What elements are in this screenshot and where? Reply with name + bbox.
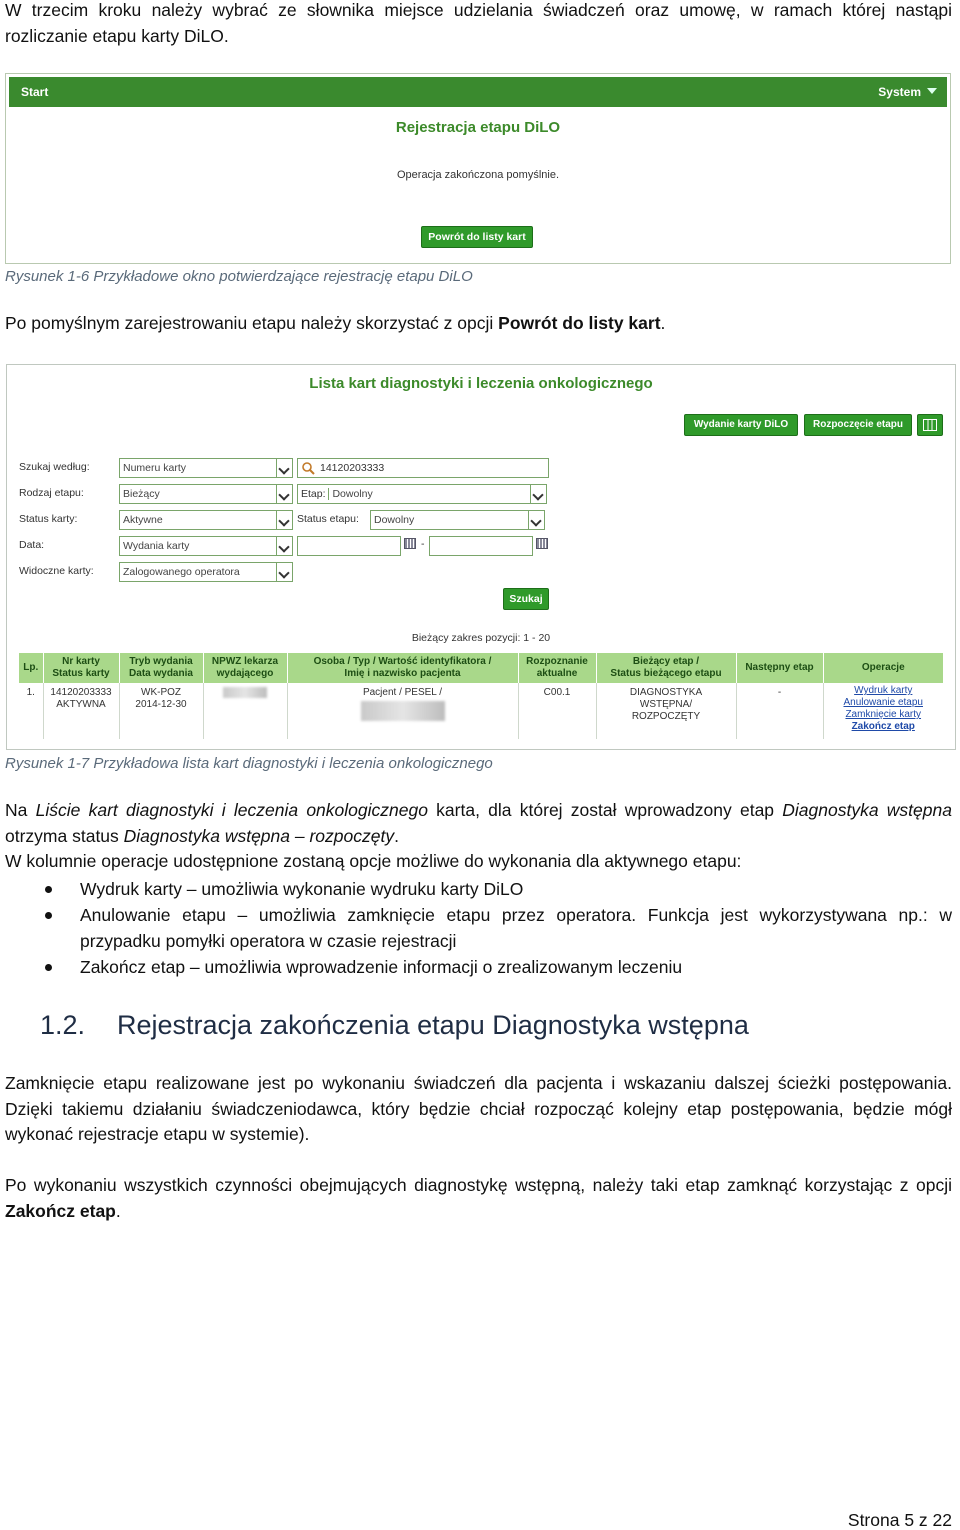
col-current-stage: Bieżący etap / Status bieżącego etapu bbox=[596, 653, 736, 683]
columns-icon[interactable] bbox=[917, 414, 943, 436]
col-next-stage: Następny etap bbox=[736, 653, 823, 683]
search-button[interactable]: Szukaj bbox=[503, 588, 549, 610]
intro-paragraph: W trzecim kroku należy wybrać ze słownika miejsce udzielania świadczeń oraz umowę, w ramach której nastąpi rozliczanie etapu karty DiLO. bbox=[5, 0, 952, 46]
calendar-icon[interactable] bbox=[536, 538, 548, 549]
paragraph-5: Zamknięcie etapu realizowane jest po wykonaniu świadczeń dla pacjenta i wskazaniu dalszej ścieżki postępowania. Dzięki takiemu działaniu świadczeniodawca, który będzie chciał rozpocząć kolejny etap postępowania, będzie mógł wykonać rejestracje etapu w systemie). bbox=[5, 1073, 952, 1144]
label-stage-status: Status etapu: bbox=[297, 513, 359, 525]
search-input[interactable]: 14120203333 bbox=[297, 458, 549, 478]
paragraph-6: Po wykonaniu wszystkich czynności obejmujących diagnostykę wstępną, należy taki etap zamknąć korzystając z opcji Zakończ etap. bbox=[5, 1175, 952, 1221]
chevron-down-icon bbox=[276, 537, 292, 555]
col-diagnosis: Rozpoznanie aktualne bbox=[518, 653, 596, 683]
date-to-input[interactable] bbox=[429, 536, 533, 556]
label-card-status: Status karty: bbox=[19, 513, 78, 525]
registration-confirmation-screenshot bbox=[5, 73, 951, 264]
card-list-screenshot bbox=[6, 364, 956, 750]
chevron-down-icon bbox=[276, 511, 292, 529]
cell-diagnosis: C00.1 bbox=[518, 683, 596, 739]
cell-lp: 1. bbox=[19, 683, 43, 739]
col-lp: Lp. bbox=[19, 653, 43, 683]
search-by-select[interactable]: Numeru karty bbox=[119, 458, 293, 478]
search-icon bbox=[302, 462, 315, 475]
col-patient: Osoba / Typ / Wartość identyfikatora / Imię i nazwisko pacjenta bbox=[287, 653, 518, 683]
list-item: Anulowanie etapu – umożliwia zamknięcie etapu przez operatora. Funkcja jest wykorzystywana np.: w przypadku pomyłki operatora w czasie rejestracji bbox=[5, 902, 952, 954]
menu-system[interactable]: System bbox=[878, 85, 937, 99]
menu-start[interactable]: Start bbox=[21, 85, 49, 99]
blurred-patient bbox=[361, 701, 445, 721]
date-dash: - bbox=[421, 538, 425, 550]
col-issue-mode: Tryb wydania Data wydania bbox=[119, 653, 203, 683]
chevron-down-icon bbox=[927, 88, 937, 94]
label-search-by: Szukaj według: bbox=[19, 461, 90, 473]
chevron-down-icon bbox=[276, 563, 292, 581]
current-range: Bieżący zakres pozycji: 1 - 20 bbox=[411, 632, 551, 644]
date-from-input[interactable] bbox=[297, 536, 401, 556]
chevron-down-icon bbox=[530, 485, 546, 503]
cell-mode: WK-POZ 2014-12-30 bbox=[119, 683, 203, 739]
card-status-select[interactable]: Aktywne bbox=[119, 510, 293, 530]
figure-caption-2: Rysunek 1-7 Przykładowa lista kart diagnostyki i leczenia onkologicznego bbox=[5, 755, 493, 772]
visible-cards-select[interactable]: Zalogowanego operatora bbox=[119, 562, 293, 582]
col-npwz: NPWZ lekarza wydającego bbox=[203, 653, 287, 683]
label-date: Data: bbox=[19, 539, 45, 551]
cell-card: 14120203333 AKTYWNA bbox=[43, 683, 119, 739]
col-card-number: Nr karty Status karty bbox=[43, 653, 119, 683]
cancel-stage-link[interactable]: Anulowanie etapu bbox=[843, 697, 923, 708]
section-heading: 1.2. Rejestracja zakończenia etapu Diagnostyka wstępna bbox=[40, 1010, 749, 1040]
stage-select[interactable]: Etap: Dowolny bbox=[297, 484, 547, 504]
cell-npwz bbox=[203, 683, 287, 739]
cell-operations bbox=[823, 683, 943, 739]
figure-caption-1: Rysunek 1-6 Przykładowe okno potwierdzające rejestrację etapu DiLO bbox=[5, 268, 473, 285]
close-card-link[interactable]: Zamknięcie karty bbox=[845, 709, 922, 720]
date-type-select[interactable]: Wydania karty bbox=[119, 536, 293, 556]
list-item: Zakończ etap – umożliwia wprowadzenie informacji o zrealizowanym leczeniu bbox=[5, 954, 952, 980]
blurred-npwz bbox=[223, 687, 267, 698]
cell-stage: DIAGNOSTYKA WSTĘPNA/ ROZPOCZĘTY bbox=[596, 683, 736, 739]
table-header-row bbox=[19, 653, 943, 683]
stage-type-select[interactable]: Bieżący bbox=[119, 484, 293, 504]
list-item: Wydruk karty – umożliwia wykonanie wydruku karty DiLO bbox=[5, 876, 952, 902]
label-visible-cards: Widoczne karty: bbox=[19, 565, 94, 577]
cell-next-stage: - bbox=[736, 683, 823, 739]
issue-card-button[interactable]: Wydanie karty DiLO bbox=[684, 414, 798, 436]
label-stage-type: Rodzaj etapu: bbox=[19, 487, 84, 499]
start-stage-button[interactable]: Rozpoczęcie etapu bbox=[804, 414, 912, 436]
card-list-title: Lista kart diagnostyki i leczenia onkologicznego bbox=[309, 375, 653, 392]
chevron-down-icon bbox=[528, 511, 544, 529]
back-to-list-button[interactable]: Powrót do listy kart bbox=[421, 226, 533, 248]
table-row bbox=[19, 683, 943, 739]
operations-list bbox=[5, 876, 952, 980]
paragraph-4: W kolumnie operacje udostępnione zostaną opcje możliwe do wykonania dla aktywnego etapu: bbox=[5, 851, 742, 871]
paragraph-3: Na Liście kart diagnostyki i leczenia onkologicznego karta, dla której został wprowadzony etap Diagnostyka wstępna otrzyma status Diagnostyka wstępna – rozpoczęty. bbox=[5, 800, 952, 846]
stage-status-select[interactable]: Dowolny bbox=[370, 510, 545, 530]
paragraph-2: Po pomyślnym zarejestrowaniu etapu należy skorzystać z opcji Powrót do listy kart. bbox=[5, 313, 666, 333]
cell-patient: Pacjent / PESEL / bbox=[287, 683, 518, 739]
confirmation-message: Operacja zakończona pomyślnie. bbox=[396, 169, 560, 181]
card-table bbox=[19, 653, 943, 739]
finish-stage-link[interactable]: Zakończ etap bbox=[851, 721, 915, 732]
chevron-down-icon bbox=[276, 485, 292, 503]
chevron-down-icon bbox=[276, 459, 292, 477]
col-operations: Operacje bbox=[823, 653, 943, 683]
print-card-link[interactable]: Wydruk karty bbox=[854, 685, 913, 696]
page-footer: Strona 5 z 22 bbox=[847, 1510, 952, 1530]
confirmation-title: Rejestracja etapu DiLO bbox=[395, 119, 561, 136]
top-menu-bar bbox=[9, 77, 947, 107]
calendar-icon[interactable] bbox=[404, 538, 416, 549]
